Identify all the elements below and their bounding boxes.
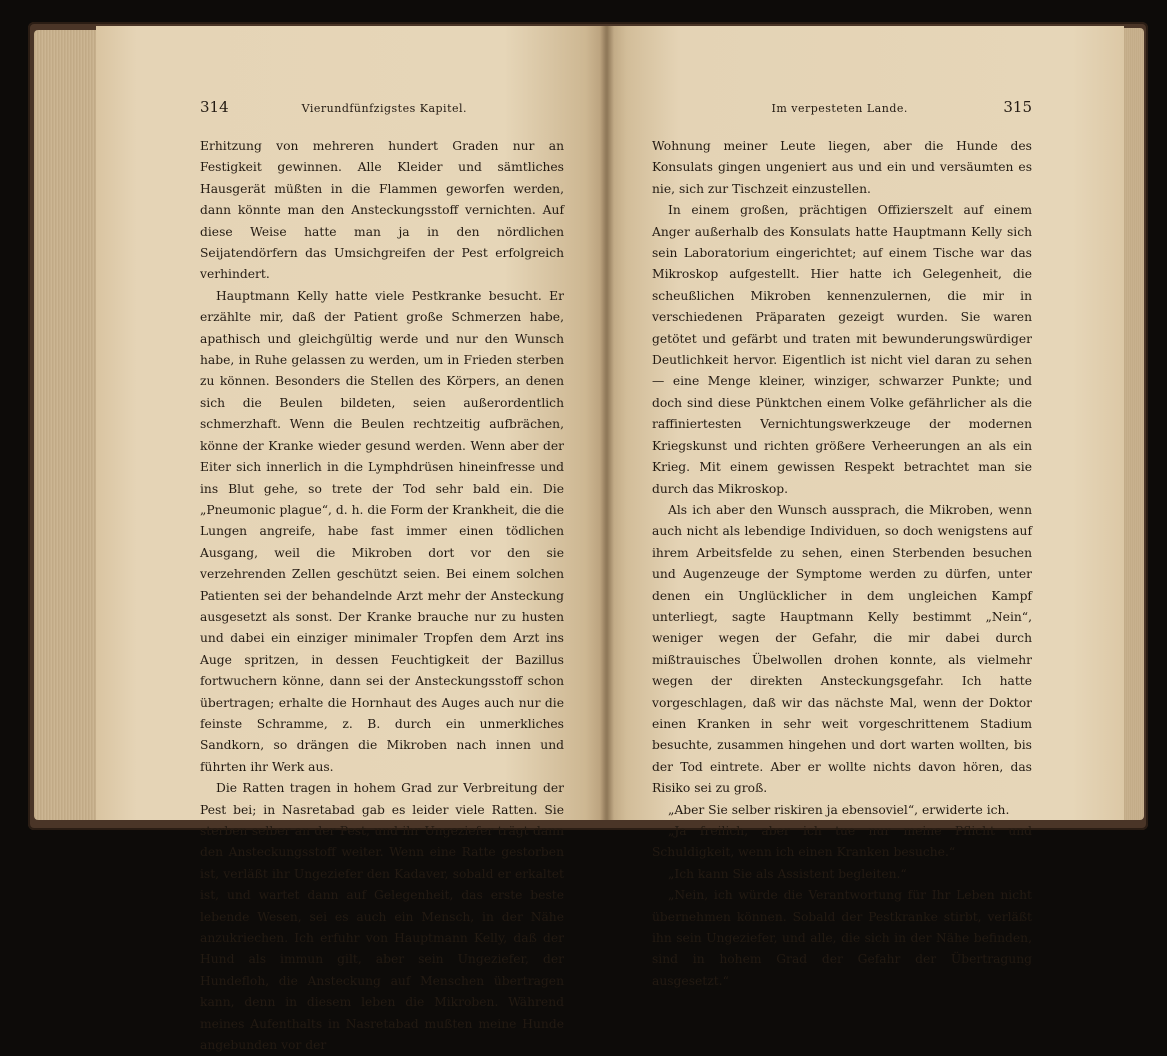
paragraph: Erhitzung von mehreren hundert Graden nur an Festigkeit gewinnen. Alle Kleider und sämtliches Hausgerät müßten in die Flammen geworfen werden, dann könnte man den Ansteckungsstoff vernichten. Auf diese Weise hatte man ja in den nördlichen Seijatendörfern das Umsichgreifen der Pest erfolgreich verhindert. [200, 139, 564, 282]
paragraph: Als ich aber den Wunsch aussprach, die Mikroben, wenn auch nicht als lebendige Individuen, so doch wenigstens auf ihrem Arbeitsfelde zu sehen, einen Sterbenden besuchen und Augenzeuge der Symptome werden zu dürfen, unter denen ein Unglücklicher in dem ungleichen Kampf unterliegt, sagte Hauptmann Kelly bestimmt „Nein“, weniger wegen der Gefahr, die mir dabei durch mißtrauisches Übelwollen drohen konnte, als vielmehr wegen der direkten Ansteckungsgefahr. Ich hatte vorgeschlagen, daß wir das nächste Mal, wenn der Doktor einen Kranken in sehr weit vorgeschrittenem Stadium besuchte, zusammen hingehen und dort warten wollten, bis der Tod eintrete. Aber er wollte nichts davon hören, das Risiko sei zu groß. [652, 502, 1032, 796]
left-page [96, 26, 606, 1053]
paragraph: „Nein, ich würde die Verantwortung für Ihr Leben nicht übernehmen können. Sobald der Pestkranke stirbt, verläßt ihn sein Ungeziefer, und alle, die sich in der Nähe befinden, sind in hohem Grad der Gefahr der Übertragung ausgesetzt.“ [652, 888, 1032, 988]
paragraph: Die Ratten tragen in hohem Grad zur Verbreitung der Pest bei; in Nasretabad gab es leider viele Ratten. Sie sterben selber an der Pest, und ihr Ungeziefer trägt dann den Ansteckungsstoff weiter. Wenn eine Ratte gestorben ist, verläßt ihr Ungeziefer den Kadaver, sobald er erkaltet ist, und wartet dann auf Gelegenheit, das erste beste lebende Wesen, sei es auch ein Mensch, in der Nähe anzukriechen. Ich erfuhr von Hauptmann Kelly, daß der Hund als immun gilt, aber sein Ungeziefer, der Hundefloh, die Ansteckung auf Menschen übertragen kann, denn in diesem leben die Mikroben. Während meines Aufenthalts in Nasretabad mußten meine Hunde angebunden vor der [200, 781, 564, 1053]
paragraph: „Ja freilich, aber ich tue nur meine Pflicht und Schuldigkeit, wenn ich einen Kranken besuche.“ [652, 824, 1032, 860]
running-head: Im verpesteten Lande. [771, 102, 908, 115]
book-gutter [600, 26, 614, 820]
right-page [606, 26, 1124, 988]
right-page-header [652, 98, 1032, 120]
running-head: Vierundfünfzigstes Kapitel. [301, 102, 468, 115]
left-page-body [200, 136, 564, 1056]
paragraph: Wohnung meiner Leute liegen, aber die Hunde des Konsulats gingen ungeniert aus und ein und versäumten es nie, sich zur Tischzeit einzustellen. [652, 139, 1032, 196]
page-number: 314 [200, 98, 229, 116]
paragraph: „Aber Sie selber riskiren ja ebensoviel“, erwiderte ich. [667, 802, 1010, 817]
paragraph: „Ich kann Sie als Assistent begleiten.“ [667, 866, 907, 881]
page-number: 315 [1003, 98, 1032, 116]
left-page-header [200, 98, 564, 120]
page-edges-right [1122, 28, 1144, 820]
paragraph: Hauptmann Kelly hatte viele Pestkranke besucht. Er erzählte mir, daß der Patient große Schmerzen habe, apathisch und gleichgültig werde und nur den Wunsch habe, in Ruhe gelassen zu werden, um in Frieden sterben zu können. Besonders die Stellen des Körpers, an denen sich die Beulen bildeten, seien außerordentlich schmerzhaft. Wenn die Beulen rechtzeitig aufbrächen, könne der Kranke wieder gesund werden. Wenn aber der Eiter sich innerlich in die Lymphdrüsen hineinfresse und ins Blut gehe, so trete der Tod sehr bald ein. Die „Pneumonic plague“, d. h. die Form der Krankheit, die die Lungen angreife, habe fast immer einen tödlichen Ausgang, weil die Mikroben dort vor den sie verzehrenden Zellen geschützt seien. Bei einem solchen Patienten sei der behandelnde Arzt mehr der Ansteckung ausgesetzt als sonst. Der Kranke brauche nur zu husten und dabei ein einziger minimaler Tropfen dem Arzt ins Auge spritzen, in dessen Feuchtigkeit der Bazillus fortwuchern könne, dann sei der Ansteckungsstoff schon übertragen; erhalte die Hornhaut des Auges auch nur die feinste Schramme, z. B. durch ein unmerkliches Sandkorn, so drängen die Mikroben nach innen und führten ihr Werk aus. [200, 288, 564, 774]
right-page-body [652, 136, 1032, 992]
page-edges-left [34, 30, 104, 820]
paragraph: In einem großen, prächtigen Offizierszelt auf einem Anger außerhalb des Konsulats hatte Hauptmann Kelly sich sein Laboratorium eingerichtet; auf einem Tische war das Mikroskop aufgestellt. Hier hatte ich Gelegenheit, die scheußlichen Mikroben kennenzulernen, die mir in verschiedenen Präparaten gezeigt wurden. Sie waren getötet und gefärbt und traten mit bewunderungswürdiger Deutlichkeit hervor. Eigentlich ist nicht viel daran zu sehen — eine Menge kleiner, winziger, schwarzer Punkte; und doch sind diese Pünktchen einem Volke gefährlicher als die raffiniertesten Vernichtungswerkzeuge der modernen Kriegskunst und richten größere Verheerungen an als ein Krieg. Mit einem gewissen Respekt betrachtet man sie durch das Mikroskop. [652, 203, 1032, 496]
